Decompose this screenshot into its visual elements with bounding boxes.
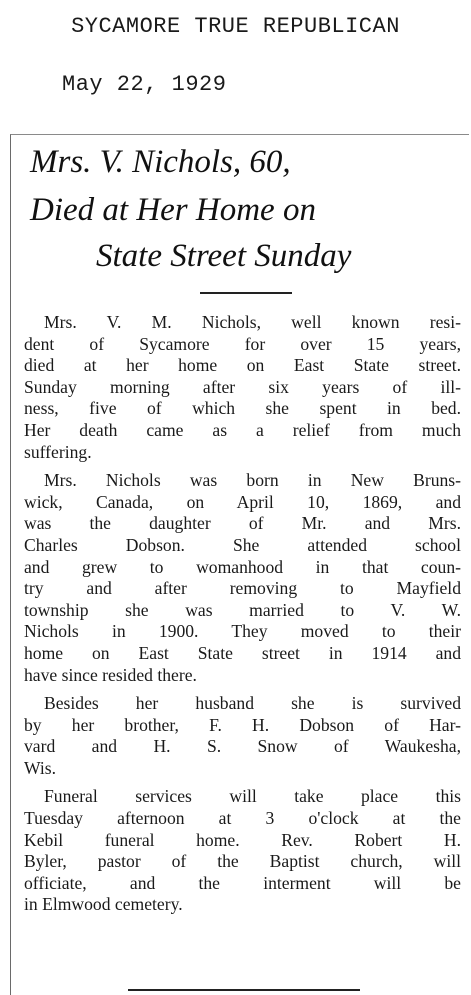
headline-line-3: State Street Sunday: [96, 238, 352, 274]
text-line: Her death came as a relief from much: [24, 419, 461, 440]
text-line: have since resided there.: [24, 664, 197, 685]
text-line: in Elmwood cemetery.: [24, 894, 183, 915]
text-line: Funeral services will take place this: [44, 786, 461, 807]
text-line: Kebil funeral home. Rev. Robert H.: [24, 829, 461, 850]
text-line: dent of Sycamore for over 15 years,: [24, 333, 461, 354]
text-line: officiate, and the interment will be: [24, 872, 461, 893]
text-line: wick, Canada, on April 10, 1869, and: [24, 491, 461, 512]
headline-line-2: Died at Her Home on: [30, 192, 316, 228]
text-line: Byler, pastor of the Baptist church, will: [24, 851, 461, 872]
newspaper-masthead: SYCAMORE TRUE REPUBLICAN: [71, 14, 400, 39]
text-line: suffering.: [24, 441, 92, 462]
text-line: by her brother, F. H. Dobson of Har-: [24, 714, 461, 735]
text-line: home on East State street in 1914 and: [24, 642, 461, 663]
text-line: Besides her husband she is survived: [44, 693, 461, 714]
headline-divider: [200, 292, 292, 294]
text-line: ness, five of which she spent in bed.: [24, 398, 461, 419]
article-paragraph-3: [24, 693, 461, 779]
headline-line-1: Mrs. V. Nichols, 60,: [30, 144, 291, 180]
article-end-rule: [128, 989, 360, 991]
text-line: township she was married to V. W.: [24, 599, 461, 620]
text-line: Mrs. Nichols was born in New Bruns-: [44, 470, 461, 491]
text-line: Nichols in 1900. They moved to their: [24, 621, 461, 642]
article-body: [24, 312, 461, 923]
text-line: Wis.: [24, 757, 57, 778]
text-line: was the daughter of Mr. and Mrs.: [24, 513, 461, 534]
text-line: try and after removing to Mayfield: [24, 578, 461, 599]
article-paragraph-4: [24, 786, 461, 916]
text-line: and grew to womanhood in that coun-: [24, 556, 461, 577]
text-line: Charles Dobson. She attended school: [24, 534, 461, 555]
text-line: died at her home on East State street.: [24, 355, 461, 376]
text-line: Sunday morning after six years of ill-: [24, 376, 461, 397]
text-line: Mrs. V. M. Nichols, well known resi-: [44, 312, 461, 332]
article-paragraph-1: [24, 312, 461, 463]
text-line: vard and H. S. Snow of Waukesha,: [24, 736, 461, 757]
text-line: Tuesday afternoon at 3 o'clock at the: [24, 808, 461, 829]
article-paragraph-2: [24, 470, 461, 686]
publication-date: May 22, 1929: [62, 72, 227, 97]
